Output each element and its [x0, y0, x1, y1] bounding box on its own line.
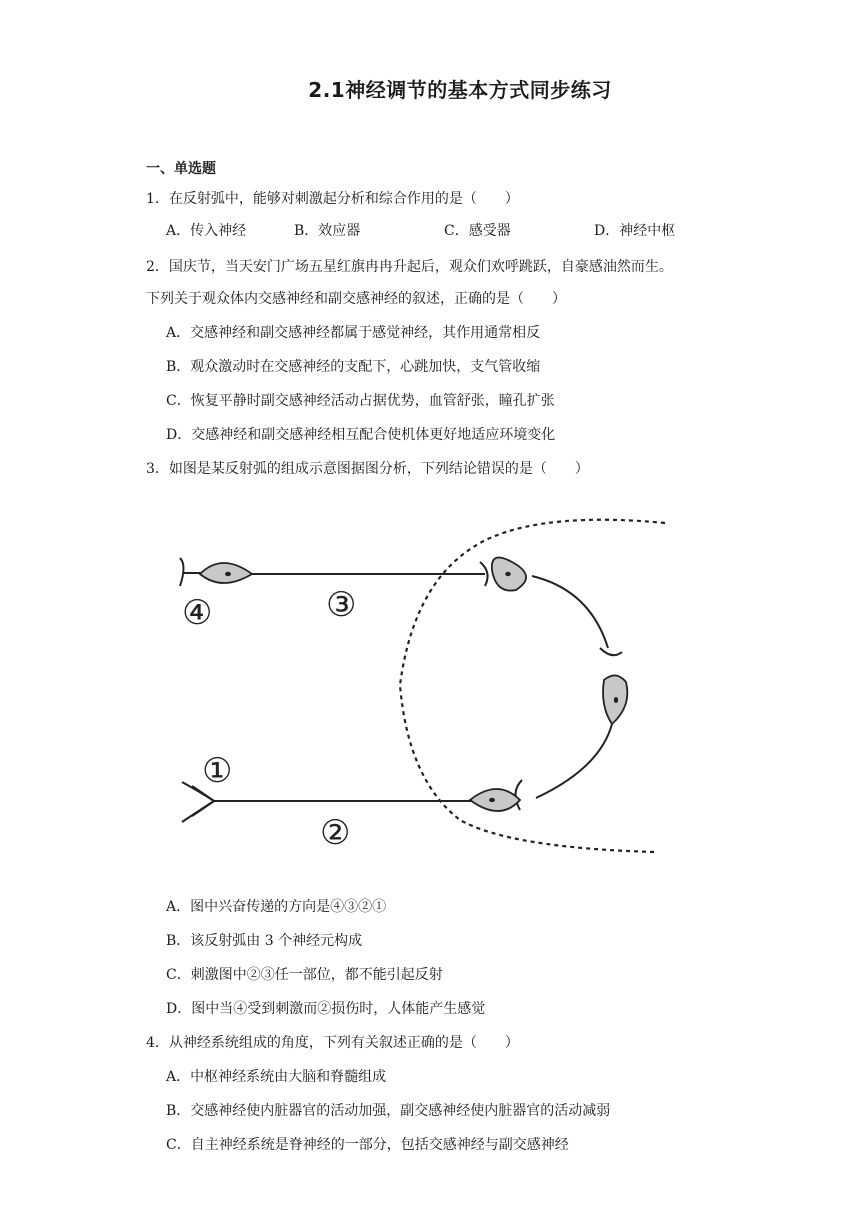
- q2-option-d: D．交感神经和副交感神经相互配合使机体更好地适应环境变化: [166, 427, 556, 443]
- q3-option-c: C．刺激图中②③任一部位，都不能引起反射: [166, 967, 443, 983]
- q1-option-b: B．效应器: [294, 223, 361, 239]
- q3-option-a: A．图中兴奋传递的方向是④③②①: [166, 899, 387, 915]
- q2-option-b: B．观众激动时在交感神经的支配下，心跳加快，支气管收缩: [166, 359, 541, 375]
- motor-neuron: [182, 780, 522, 822]
- q1-option-a: A．传入神经: [166, 223, 247, 239]
- q2-option-c: C．恢复平静时副交感神经活动占据优势，血管舒张，瞳孔扩张: [166, 393, 555, 409]
- question-2-stem-line1: 2．国庆节，当天安门广场五星红旗冉冉升起后，观众们欢呼跳跃，自豪感油然而生。: [146, 259, 673, 275]
- q1-option-d: D．神经中枢: [594, 223, 676, 239]
- q4-option-a: A．中枢神经系统由大脑和脊髓组成: [166, 1069, 387, 1085]
- q1-option-c: C．感受器: [444, 223, 511, 239]
- question-4-stem: 4．从神经系统组成的角度，下列有关叙述正确的是（ ）: [146, 1035, 519, 1051]
- q2-option-a: A．交感神经和副交感神经都属于感觉神经，其作用通常相反: [166, 325, 541, 341]
- q3-option-b: B．该反射弧由 3 个神经元构成: [166, 933, 363, 949]
- sensory-neuron: [180, 558, 485, 586]
- q4-option-b: B．交感神经使内脏器官的活动加强，副交感神经使内脏器官的活动减弱: [166, 1103, 611, 1119]
- question-2-stem-line2: 下列关于观众体内交感神经和副交感神经的叙述，正确的是（ ）: [146, 291, 566, 307]
- label-3: ③: [326, 585, 357, 625]
- reflex-arc-diagram: [160, 510, 680, 860]
- label-1: ①: [202, 751, 233, 791]
- label-2: ②: [320, 813, 351, 853]
- label-4: ④: [182, 593, 213, 633]
- page-title: 2.1神经调节的基本方式同步练习: [308, 78, 612, 102]
- interneuron: [450, 558, 627, 799]
- question-3-stem: 3．如图是某反射弧的组成示意图据图分析，下列结论错误的是（ ）: [146, 461, 589, 477]
- q3-option-d: D．图中当④受到刺激而②损伤时，人体能产生感觉: [166, 1001, 486, 1017]
- section-heading: 一、单选题: [146, 161, 216, 177]
- q4-option-c: C．自主神经系统是脊神经的一部分，包括交感神经与副交感神经: [166, 1137, 569, 1153]
- question-1-stem: 1．在反射弧中，能够对刺激起分析和综合作用的是（ ）: [146, 191, 519, 207]
